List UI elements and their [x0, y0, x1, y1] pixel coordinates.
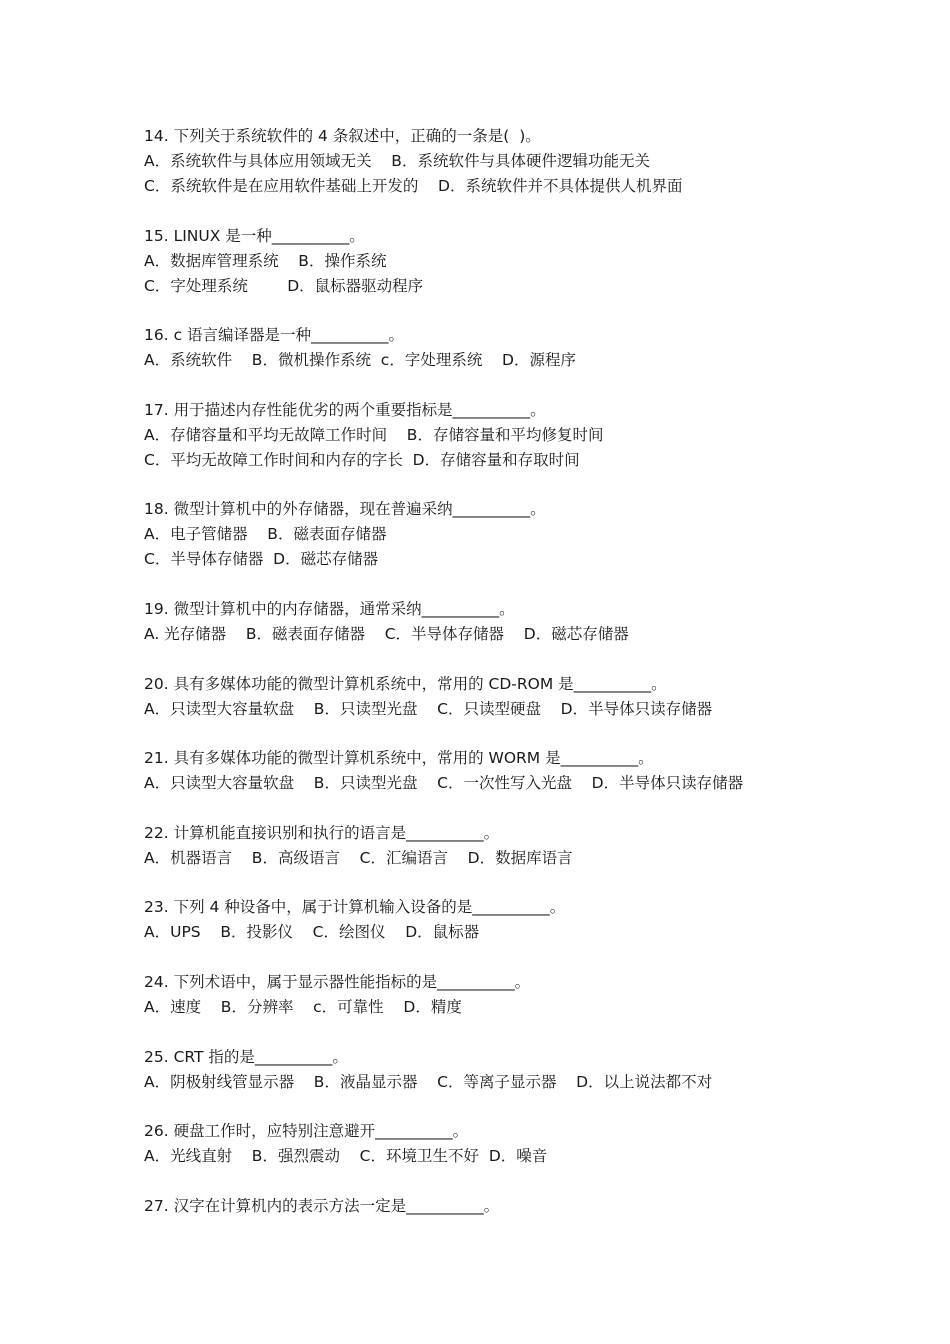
- option-line: A．速度 B．分辨率 c．可靠性 D．精度: [144, 997, 462, 1016]
- option-line: A．阴极射线管显示器 B．液晶显示器 C．等离子显示器 D．以上说法都不对: [144, 1072, 713, 1091]
- option-line: A．电子管储器 B．磁表面存储器: [144, 525, 387, 544]
- question-21: [144, 746, 904, 796]
- question-stem: 15. LINUX 是一种__________。: [144, 226, 365, 245]
- question-27: [144, 1194, 904, 1219]
- question-25: [144, 1045, 904, 1095]
- question-22: [144, 821, 904, 871]
- option-line: A．存储容量和平均无故障工作时间 B．存储容量和平均修复时间: [144, 425, 604, 444]
- option-line: A．只读型大容量软盘 B．只读型光盘 C．一次性写入光盘 D．半导体只读存储器: [144, 774, 744, 793]
- option-line: A．光线直射 B．强烈震动 C．环境卫生不好 D．噪音: [144, 1147, 548, 1166]
- option-line: A．UPS B．投影仪 C．绘图仪 D．鼠标器: [144, 923, 480, 942]
- question-stem: 14. 下列关于系统软件的 4 条叙述中，正确的一条是( )。: [144, 127, 541, 145]
- option-line: A．系统软件 B．微机操作系统 c．字处理系统 D．源程序: [144, 351, 576, 370]
- option-line: A．机器语言 B．高级语言 C．汇编语言 D．数据库语言: [144, 848, 573, 867]
- option-line: C．系统软件是在应用软件基础上开发的 D．系统软件并不具体提供人机界面: [144, 177, 683, 195]
- option-line: C．字处理系统 D．鼠标器驱动程序: [144, 276, 424, 295]
- question-23: [144, 895, 904, 945]
- question-15: [144, 224, 904, 299]
- question-stem: 19. 微型计算机中的内存储器，通常采纳__________。: [144, 599, 515, 618]
- question-stem: 24. 下列术语中，属于显示器性能指标的是__________。: [144, 972, 531, 991]
- question-stem: 20. 具有多媒体功能的微型计算机系统中，常用的 CD-ROM 是__________。: [144, 674, 667, 693]
- option-line: A．只读型大容量软盘 B．只读型光盘 C．只读型硬盘 D．半导体只读存储器: [144, 699, 713, 718]
- option-line: C．平均无故障工作时间和内存的字长 D．存储容量和存取时间: [144, 450, 580, 469]
- question-stem: 27. 汉字在计算机内的表示方法一定是__________。: [144, 1196, 500, 1215]
- question-stem: 25. CRT 指的是__________。: [144, 1047, 348, 1066]
- question-stem: 16. c 语言编译器是一种__________。: [144, 326, 405, 345]
- document-page: [144, 124, 904, 1219]
- question-stem: 22. 计算机能直接识别和执行的语言是__________。: [144, 823, 500, 842]
- question-14: [144, 124, 904, 199]
- question-24: [144, 970, 904, 1020]
- question-26: [144, 1119, 904, 1169]
- question-20: [144, 672, 904, 722]
- question-stem: 17. 用于描述内存性能优劣的两个重要指标是__________。: [144, 400, 546, 419]
- question-17: [144, 398, 904, 473]
- question-stem: 21. 具有多媒体功能的微型计算机系统中，常用的 WORM 是__________。: [144, 749, 654, 768]
- option-line: A．数据库管理系统 B．操作系统: [144, 251, 387, 270]
- question-stem: 18. 微型计算机中的外存储器，现在普遍采纳__________。: [144, 500, 546, 519]
- question-16: [144, 323, 904, 373]
- option-line: A. 光存储器 B．磁表面存储器 C．半导体存储器 D．磁芯存储器: [144, 624, 629, 643]
- question-stem: 26. 硬盘工作时，应特别注意避开__________。: [144, 1122, 469, 1141]
- question-18: [144, 497, 904, 572]
- question-19: [144, 597, 904, 647]
- question-stem: 23. 下列 4 种设备中，属于计算机输入设备的是__________。: [144, 898, 566, 917]
- option-line: C．半导体存储器 D．磁芯存储器: [144, 550, 379, 569]
- option-line: A．系统软件与具体应用领域无关 B．系统软件与具体硬件逻辑功能无关: [144, 152, 650, 170]
